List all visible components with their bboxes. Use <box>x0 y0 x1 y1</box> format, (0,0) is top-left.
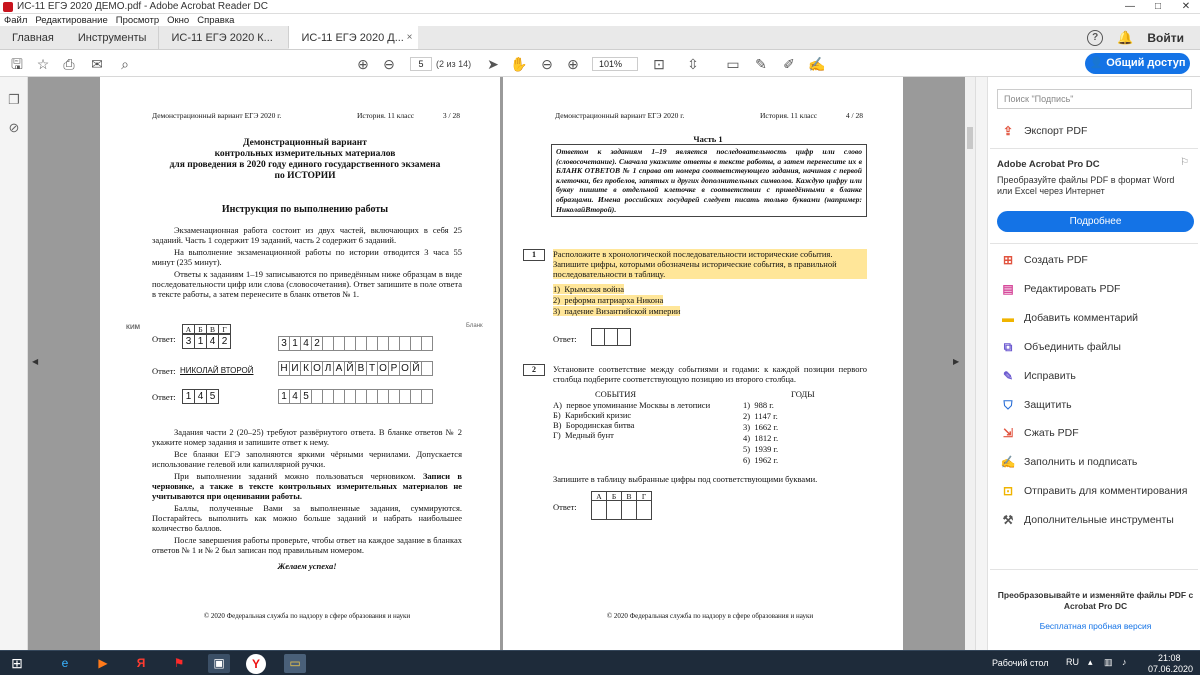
minimize-button[interactable]: — <box>1125 1 1135 12</box>
tool-label: Редактировать PDF <box>1024 283 1121 295</box>
tool-edit-pdf[interactable] <box>1000 280 1120 298</box>
page-fit-icon[interactable]: ⊡ <box>653 56 665 72</box>
close-tab-icon[interactable]: × <box>406 32 413 43</box>
answer-cell: 2 <box>218 334 231 349</box>
create-pdf-icon: ⊞ <box>1002 253 1014 267</box>
part-title: Часть 1 <box>693 134 723 144</box>
page-footer: © 2020 Федеральная служба по надзору в сфере образования и науки <box>203 612 411 620</box>
event-item: В) Бородинская битва <box>553 420 635 430</box>
header-cell: Г <box>636 491 652 501</box>
paragraph-3: Ответы к заданиям 1–19 записываются по приведённым ниже образцам в виде последовательности цифр или слова (словосочетания). Ответ запишите в поле ответа в тексте работы, а затем перенесите в бланк ответов № 1. <box>152 269 462 299</box>
paragraph-6-bold: Записи в черновике, а также в тексте контрольных измерительных материалов не учитываются при оценивании работы. <box>152 471 463 501</box>
tool-label: Исправить <box>1024 370 1076 382</box>
header-cell: В <box>621 491 637 501</box>
year-item: 1) 988 г. <box>743 400 774 410</box>
divider <box>990 569 1198 570</box>
question-1-answer-label: Ответ: <box>553 334 577 344</box>
edit-pdf-icon: ▤ <box>1002 282 1014 296</box>
blank-form-cell: Л <box>322 361 334 376</box>
main-toolbar <box>0 51 1200 77</box>
tool-label: Защитить <box>1024 399 1072 411</box>
tab-document-1[interactable] <box>158 26 288 49</box>
years-list <box>743 400 778 466</box>
pdf-page-3 <box>100 77 500 650</box>
combine-files-icon: ⧉ <box>1003 340 1013 354</box>
media-player-icon[interactable]: ▶ <box>98 656 108 670</box>
year-item: 2) 1147 г. <box>743 411 778 421</box>
blank-form-cell <box>421 361 433 376</box>
question-1-item-3: 3) падение Византийской империи <box>553 306 681 316</box>
yandex-browser-icon[interactable]: Y <box>246 654 266 674</box>
question-1-item-2: 2) реформа патриарха Никона <box>553 295 664 305</box>
tab-document-1-label: ИС-11 ЕГЭ 2020 К... <box>171 32 273 44</box>
blank-form-cell: И <box>289 361 301 376</box>
acrobat-app-icon <box>3 2 13 12</box>
tool-create-pdf[interactable] <box>1000 251 1088 269</box>
paragraph-8: После завершения работы проверьте, чтобы ответ на каждое задание в бланках ответов № 1 и № 2 был записан под правильным номером. <box>152 535 462 555</box>
left-navigation-rail <box>0 77 28 650</box>
good-luck-text: Желаем успеха! <box>277 561 337 571</box>
title-line-1: Демонстрационный вариант <box>243 138 367 148</box>
answer-cell: 4 <box>194 389 207 404</box>
blank-form-cell: 3 <box>278 336 290 351</box>
blank-form-cell: Т <box>366 361 378 376</box>
pro-description: Преобразуйте файлы PDF в формат Word или Excel через Интернет <box>997 175 1175 196</box>
instructions-title: Инструкция по выполнению работы <box>221 204 389 215</box>
blank-form-cell: Й <box>344 361 356 376</box>
zoom-out-icon[interactable]: ⊖ <box>541 56 553 72</box>
paragraph-5: Все бланки ЕГЭ заполняются яркими чёрными чернилами. Допускается использование гелевой или капиллярной ручки. <box>152 449 462 469</box>
question-2-text: Установите соответствие между событиями и годами: к каждой позиции первого столбца подберите соответствующую позицию из второго столбца. <box>553 364 867 384</box>
comment-icon[interactable]: ▭ <box>726 56 740 72</box>
tool-label: Заполнить и подписать <box>1024 456 1138 468</box>
collapse-left-pane-icon[interactable]: ◀ <box>32 357 39 366</box>
question-1-item-1: 1) Крымская война <box>553 284 624 294</box>
next-page-icon[interactable]: ⊖ <box>383 56 395 72</box>
tool-label: Добавить комментарий <box>1024 312 1139 324</box>
previous-page-icon[interactable]: ⊕ <box>357 56 369 72</box>
header-cell: Б <box>194 324 207 334</box>
tab-document-2[interactable] <box>288 26 418 49</box>
expand-right-pane-icon[interactable]: ▶ <box>953 357 960 366</box>
paragraph-4: Задания части 2 (20–25) требуют развёрнутого ответа. В бланке ответов № 2 укажите номер задания и запишите ответ к нему. <box>152 427 462 447</box>
tool-label: Отправить для комментирования <box>1024 485 1188 497</box>
events-header: СОБЫТИЯ <box>595 389 637 399</box>
part-1-instructions-box: Ответом к заданиям 1–19 является последовательность цифр или слово (словосочетание). Сначала укажите ответы в тексте работы, а затем перенесите их в БЛАНК ОТВЕТОВ № 1 справа от номера соответствующего задания, начиная с первой клеточки, без пробелов, запятых и других дополнительных символов. Каждую цифру или букву пишите в отдельной клеточке в соответствии с приведёнными в бланке образцами. Имена российских государей следует писать только буквами (например: НиколайВторой). <box>551 144 867 217</box>
scrollbar-thumb[interactable] <box>967 127 973 149</box>
divider <box>990 243 1198 244</box>
draw-icon[interactable]: ✐ <box>783 56 795 72</box>
highlight-pen-icon[interactable]: ✎ <box>755 56 767 72</box>
tool-compress-pdf[interactable] <box>1000 424 1079 442</box>
blank-form-cell: Й <box>410 361 422 376</box>
pdf-page-4 <box>503 77 903 650</box>
example-3-answer <box>182 389 218 404</box>
header-cell: Б <box>606 491 622 501</box>
tool-label: Объединить файлы <box>1024 341 1121 353</box>
blank-form-cell: О <box>311 361 323 376</box>
header-exam: Демонстрационный вариант ЕГЭ 2020 г. <box>555 111 685 120</box>
answer-cell[interactable] <box>591 328 605 346</box>
print-icon[interactable]: ⎙ <box>63 56 75 72</box>
save-icon[interactable]: 🖫 <box>11 56 23 72</box>
answer-cell[interactable] <box>604 328 618 346</box>
years-header: ГОДЫ <box>791 389 815 399</box>
network-icon[interactable]: ▥ <box>1104 657 1113 667</box>
example-1-blank-cells <box>278 336 432 351</box>
menu-window[interactable]: Окно <box>167 14 190 26</box>
tab-home[interactable]: Главная <box>12 32 54 44</box>
paragraph-1: Экзаменационная работа состоит из двух частей, включающих в себя 25 заданий. Часть 1 содержит 19 заданий, часть 2 содержит 6 заданий. <box>152 225 462 245</box>
tool-label: Создать PDF <box>1024 254 1088 266</box>
question-1-text: Расположите в хронологической последовательности исторические события. Запишите цифры, которыми обозначены исторические события, в правильной последовательности в таблицу. <box>553 249 867 279</box>
tool-label: Дополнительные инструменты <box>1024 514 1174 526</box>
folder-icon[interactable]: ▭ <box>284 654 306 673</box>
blank-form-cell: 4 <box>289 389 301 404</box>
blank-form-cell: О <box>399 361 411 376</box>
event-item: Б) Карибский кризис <box>553 410 632 420</box>
tool-more-tools[interactable] <box>1000 511 1174 529</box>
divider <box>990 148 1198 149</box>
blank-form-cell: А <box>333 361 345 376</box>
question-1-number: 1 <box>523 249 545 261</box>
tools-pane-rail <box>976 77 988 650</box>
chat-icon[interactable]: ⚐ <box>1180 157 1189 168</box>
header-page-number: 3 / 28 <box>442 111 460 120</box>
header-cell: А <box>591 491 607 501</box>
paragraph-2: На выполнение экзаменационной работы по истории отводится 3 часа 55 минут (235 минут). <box>152 247 462 267</box>
header-cell: А <box>182 324 195 334</box>
title-line-2: контрольных измерительных материалов <box>214 149 396 159</box>
header-subject: История. 11 класс <box>357 111 415 120</box>
example-2-answer: НИКОЛАЙ ВТОРОЙ <box>180 366 254 375</box>
question-2-instruction: Запишите в таблицу выбранные цифры под соответствующими буквами. <box>553 474 818 484</box>
zoom-in-icon[interactable]: ⊕ <box>567 56 579 72</box>
computer-icon[interactable]: ▣ <box>208 654 230 673</box>
year-item: 3) 1662 г. <box>743 422 779 432</box>
answer-cell[interactable] <box>621 500 637 520</box>
start-button[interactable]: ⊞ <box>11 655 23 671</box>
tool-label: Экспорт PDF <box>1024 125 1088 137</box>
answer-cell[interactable] <box>591 500 607 520</box>
volume-icon[interactable]: ♪ <box>1122 657 1127 667</box>
answer-cell: 5 <box>206 389 219 404</box>
tool-add-comment[interactable] <box>1000 309 1138 327</box>
blank-label: Бланк <box>466 323 483 329</box>
paragraph-6 <box>152 471 462 501</box>
answer-label-2: Ответ: <box>152 366 176 376</box>
answer-label-3: Ответ: <box>152 392 176 402</box>
page-footer: © 2020 Федеральная служба по надзору в сфере образования и науки <box>606 612 814 620</box>
paragraph-7: Баллы, полученные Вами за выполненные задания, суммируются. Постарайтесь выполнить как можно больше заданий и набрать наибольшее количество баллов. <box>152 503 462 533</box>
clock-date[interactable]: 07.06.2020 <box>1148 664 1194 674</box>
share-button[interactable]: 👤 Общий доступ <box>1085 53 1190 74</box>
tool-export-pdf[interactable] <box>1000 122 1087 140</box>
pro-title: Adobe Acrobat Pro DC <box>997 159 1100 170</box>
menu-file[interactable]: Файл <box>4 14 28 26</box>
kim-label: КИМ <box>126 324 141 331</box>
blank-form-cell: 5 <box>300 389 312 404</box>
example-1-header <box>182 324 230 334</box>
header-page-number: 4 / 28 <box>845 111 863 120</box>
year-item: 5) 1939 г. <box>743 444 779 454</box>
answer-cell[interactable] <box>636 500 652 520</box>
tool-combine-files[interactable] <box>1000 338 1121 356</box>
document-title <box>140 138 470 182</box>
attachments-icon[interactable]: ⊘ <box>8 120 20 135</box>
maximize-button[interactable]: □ <box>1154 1 1162 12</box>
menu-bar <box>0 14 1200 26</box>
event-item: А) первое упоминание Москвы в летописи <box>553 400 711 410</box>
close-window-button[interactable]: ✕ <box>1181 1 1191 12</box>
learn-more-button[interactable]: Подробнее <box>997 211 1194 232</box>
blank-form-cell: О <box>377 361 389 376</box>
header-subject: История. 11 класс <box>760 111 818 120</box>
hand-tool-icon[interactable]: ✋ <box>510 56 528 72</box>
year-item: 6) 1962 г. <box>743 455 779 465</box>
answer-label-1: Ответ: <box>152 334 176 344</box>
clock-time[interactable]: 21:08 <box>1158 653 1181 663</box>
example-2-blank-cells <box>278 361 432 376</box>
blank-form-cell: Р <box>388 361 400 376</box>
page-count: (2 из 14) <box>436 59 472 69</box>
paragraph-6-normal: При выполнении заданий можно пользоваться черновиком. <box>174 471 416 481</box>
example-1-answer <box>182 334 230 349</box>
promo-text: Преобразовывайте и изменяйте файлы PDF с Acrobat Pro DC <box>997 590 1194 611</box>
tool-fix[interactable] <box>1000 367 1076 385</box>
page-header <box>152 111 460 120</box>
window-title: ИС-11 ЕГЭ 2020 ДЕМО.pdf - Adobe Acrobat Reader DC <box>17 1 268 12</box>
yandex-icon[interactable]: Я <box>136 656 146 670</box>
tray-arrow-icon[interactable]: ▴ <box>1088 657 1093 667</box>
bookmark-star-icon[interactable]: ☆ <box>36 56 50 72</box>
blank-form-cell: Н <box>278 361 290 376</box>
menu-view[interactable]: Просмотр <box>115 14 160 26</box>
fix-icon: ✎ <box>1002 369 1014 383</box>
header-exam: Демонстрационный вариант ЕГЭ 2020 г. <box>152 111 282 120</box>
event-item: Г) Медный бунт <box>553 430 614 440</box>
desktop-toolbar-label[interactable]: Рабочий стол <box>992 658 1049 668</box>
tool-protect[interactable] <box>1000 396 1072 414</box>
question-1-answer-cells[interactable] <box>591 328 630 346</box>
export-pdf-icon: ⇪ <box>1002 124 1014 138</box>
blank-form-cell: К <box>300 361 312 376</box>
tab-tools[interactable]: Инструменты <box>77 32 147 44</box>
blank-form-cell <box>421 336 433 351</box>
blank-form-cell <box>421 389 433 404</box>
tool-label: Сжать PDF <box>1024 427 1079 439</box>
fill-sign-icon: ✍ <box>1000 455 1016 469</box>
page-header <box>555 111 863 120</box>
answer-cell[interactable] <box>617 328 631 346</box>
sign-icon[interactable]: ✍ <box>808 56 826 72</box>
tools-search-input[interactable]: Поиск "Подпись" <box>997 89 1192 109</box>
zoom-level-select[interactable]: 101% <box>592 57 638 71</box>
more-tools-icon: ⚒ <box>1002 513 1014 527</box>
help-icon[interactable]: ? <box>1087 30 1103 46</box>
question-1-items <box>553 284 680 316</box>
vertical-scrollbar[interactable] <box>965 77 975 650</box>
acrobat-taskbar-icon[interactable]: ⚑ <box>173 656 185 670</box>
page-number-input[interactable]: 5 <box>410 57 432 71</box>
blank-form-cell: 1 <box>289 336 301 351</box>
document-view[interactable] <box>28 77 975 650</box>
tool-fill-sign[interactable] <box>1000 453 1137 471</box>
blank-form-cell: В <box>355 361 367 376</box>
example-3-blank-cells <box>278 389 432 404</box>
tab-bar <box>0 26 1200 50</box>
answer-cell: 4 <box>206 334 219 349</box>
email-icon[interactable]: ✉ <box>91 56 103 72</box>
answer-cell: 1 <box>194 334 207 349</box>
answer-cell[interactable] <box>606 500 622 520</box>
free-trial-link[interactable]: Бесплатная пробная версия <box>1039 621 1152 631</box>
tool-send-for-comments[interactable] <box>1000 482 1187 500</box>
year-item: 4) 1812 г. <box>743 433 779 443</box>
question-2-number: 2 <box>523 364 545 376</box>
compress-pdf-icon: ⇲ <box>1002 426 1014 440</box>
blank-form-cell: 4 <box>300 336 312 351</box>
question-2-answer-label: Ответ: <box>553 502 577 512</box>
header-cell: Г <box>218 324 231 334</box>
windows-taskbar <box>0 650 1200 675</box>
send-comments-icon: ⊡ <box>1002 484 1014 498</box>
menu-edit[interactable]: Редактирование <box>35 14 108 26</box>
page-thumbnails-icon[interactable]: ❐ <box>8 92 20 107</box>
title-bar <box>0 0 1200 14</box>
scroll-mode-icon[interactable]: ⇳ <box>687 56 699 72</box>
ie-icon[interactable]: e <box>61 656 69 670</box>
notification-bell-icon[interactable]: 🔔 <box>1117 29 1134 45</box>
answer-cell: 3 <box>182 334 195 349</box>
menu-help[interactable]: Справка <box>197 14 235 26</box>
tools-pane <box>975 77 1200 650</box>
search-icon[interactable]: ⌕ <box>121 56 129 72</box>
question-2-answer-cells[interactable] <box>591 500 651 520</box>
title-line-4: по ИСТОРИИ <box>274 171 336 181</box>
tab-document-2-label: ИС-11 ЕГЭ 2020 Д... <box>301 32 404 44</box>
select-cursor-icon[interactable]: ➤ <box>487 56 499 72</box>
events-list <box>553 400 710 440</box>
shield-icon: ⛉ <box>1003 398 1013 412</box>
language-indicator[interactable]: RU <box>1066 657 1079 667</box>
header-cell: В <box>206 324 219 334</box>
answer-cell: 1 <box>182 389 195 404</box>
blank-form-cell: 1 <box>278 389 290 404</box>
blank-form-cell: 2 <box>311 336 323 351</box>
sign-in-button[interactable]: Войти <box>1147 30 1184 45</box>
comment-tool-icon: ▬ <box>1002 311 1014 325</box>
title-line-3: для проведения в 2020 году единого государственного экзамена <box>169 160 441 170</box>
share-button-label: Общий доступ <box>1106 57 1186 69</box>
